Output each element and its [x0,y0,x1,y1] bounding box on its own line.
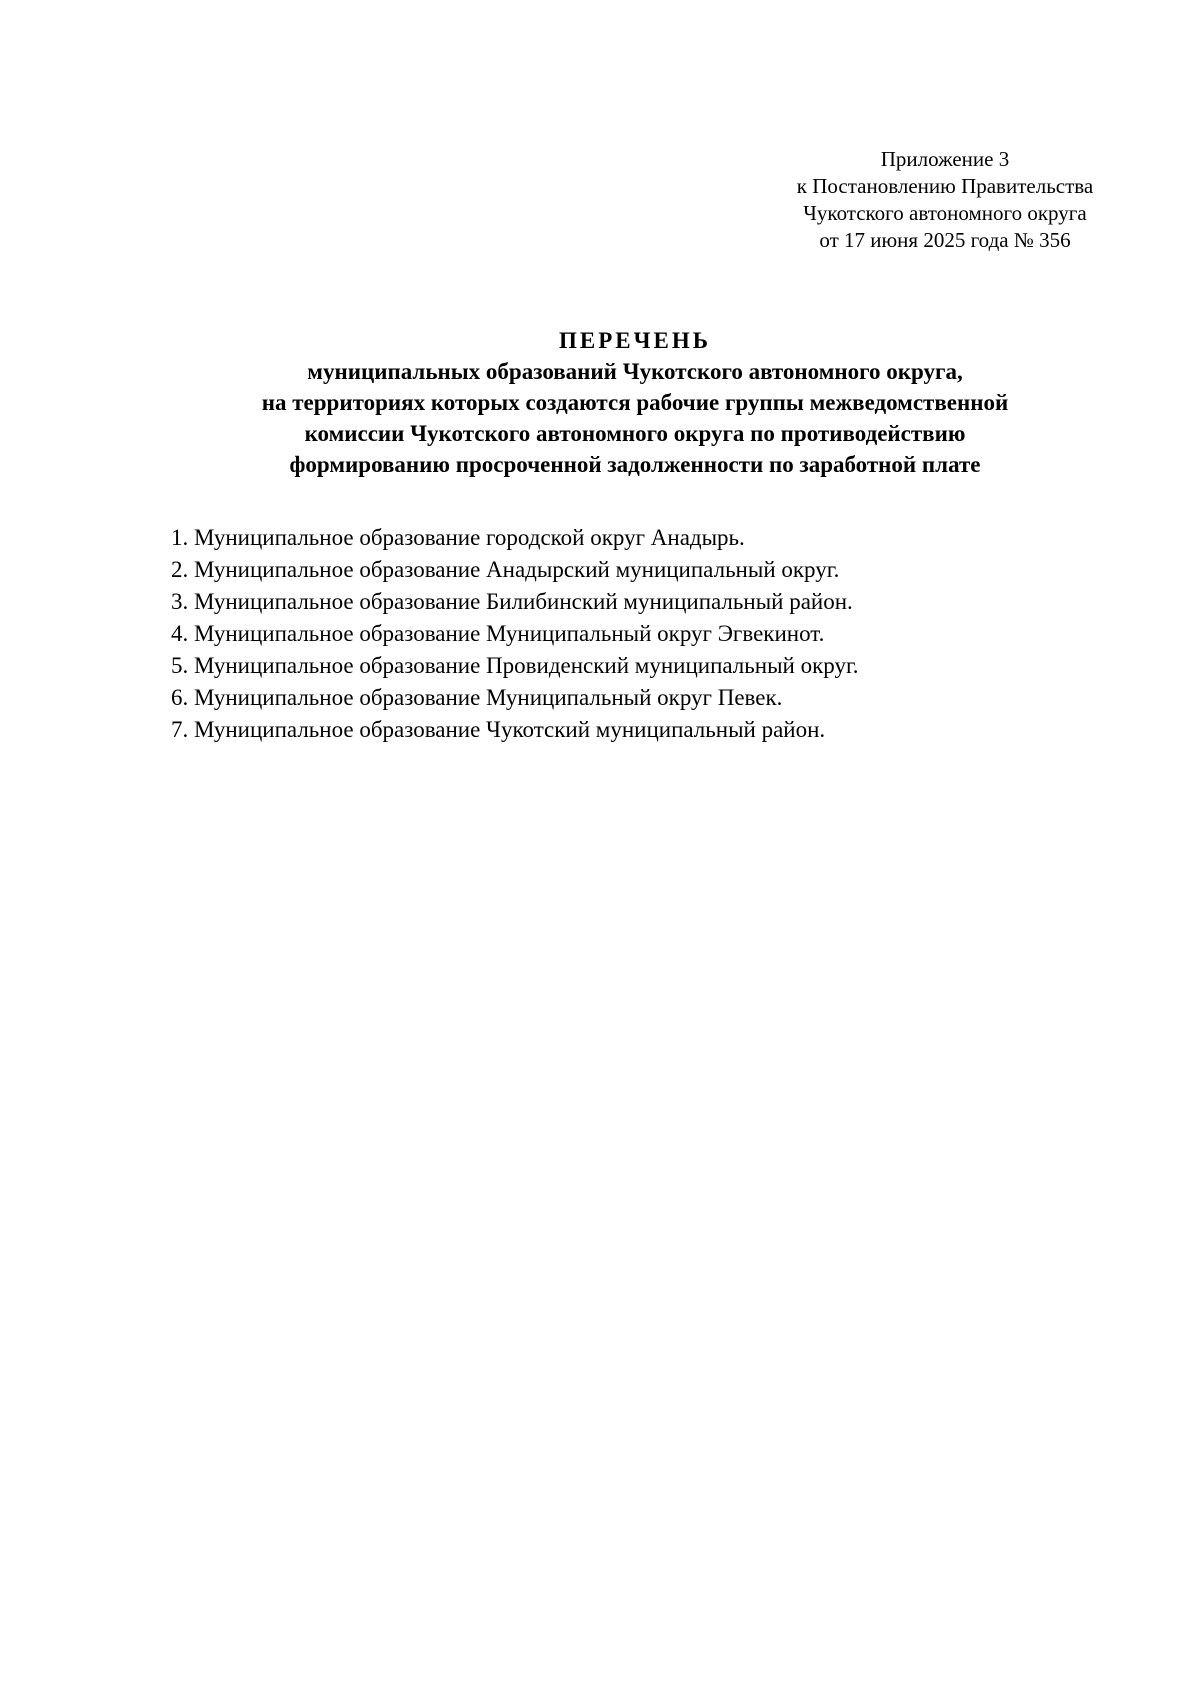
title-heading: ПЕРЕЧЕНЬ [559,328,711,353]
list-item: 4. Муниципальное образование Муниципальный округ Эгвекинот. [171,621,825,646]
list-item: 2. Муниципальное образование Анадырский муниципальный округ. [171,557,840,582]
appendix-note [760,146,1130,254]
appendix-line: к Постановлению Правительства [796,174,1094,198]
list-item: 1. Муниципальное образование городской округ Анадырь. [171,525,745,550]
title-line: муниципальных образований Чукотского автономного округа, [307,359,963,384]
appendix-line: от 17 июня 2025 года № 356 [819,228,1071,252]
list-item: 6. Муниципальное образование Муниципальный округ Певек. [171,685,783,710]
municipality-list [171,522,1131,746]
appendix-line: Приложение 3 [880,147,1010,171]
appendix-line: Чукотского автономного округа [803,201,1087,225]
title-line: формированию просроченной задолженности по заработной плате [289,452,981,477]
list-item: 5. Муниципальное образование Провиденский муниципальный округ. [171,653,859,678]
title-line: комиссии Чукотского автономного округа по противодействию [304,421,966,446]
list-item: 7. Муниципальное образование Чукотский муниципальный район. [171,717,826,742]
list-item: 3. Муниципальное образование Билибинский муниципальный район. [171,589,853,614]
title-line: на территориях которых создаются рабочие группы межведомственной [261,390,1009,415]
document-title [140,325,1130,480]
